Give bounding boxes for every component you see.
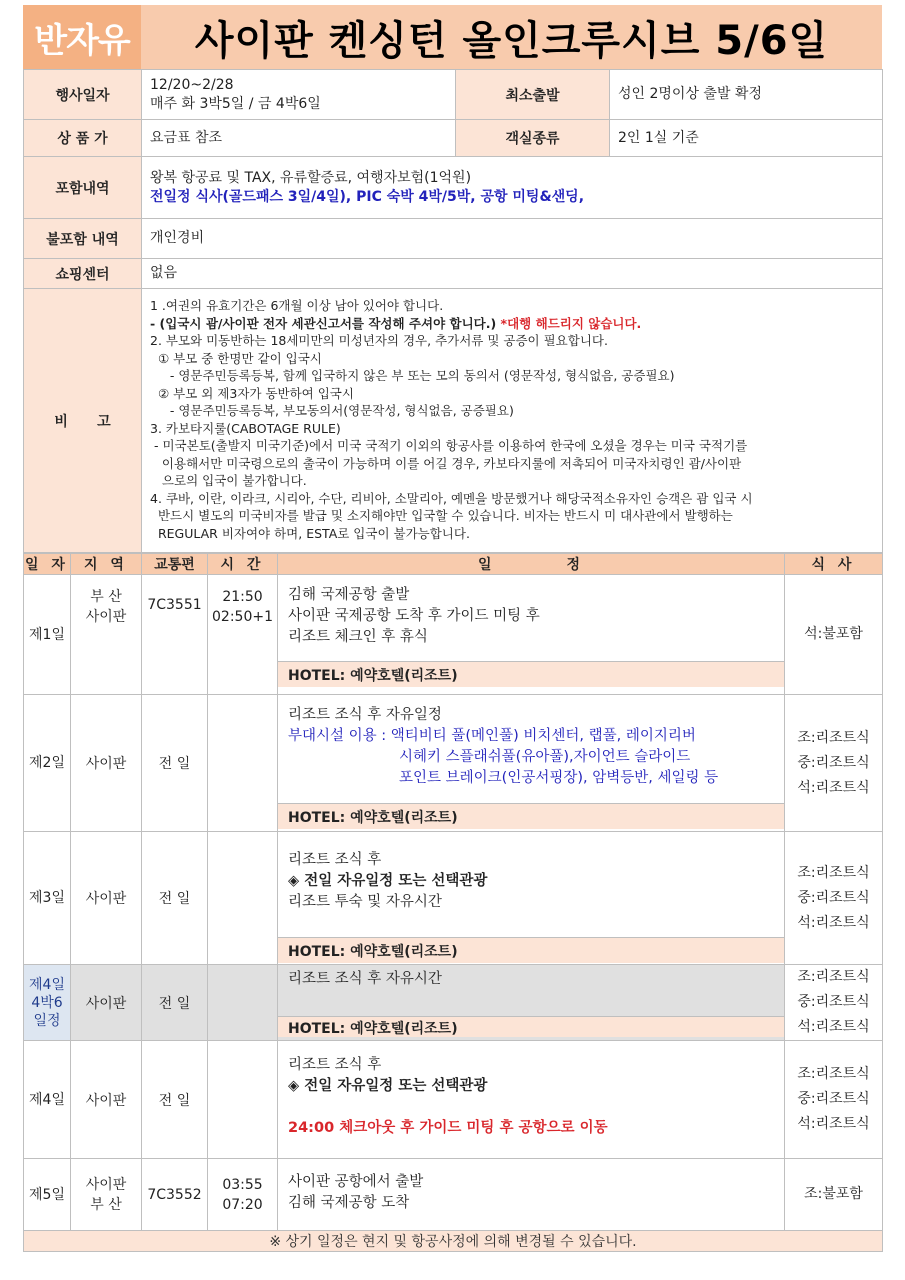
hotel-line: HOTEL: 예약호텔(리조트): [278, 661, 784, 687]
table-row: [24, 1159, 883, 1231]
region-cell: 사이판: [71, 695, 142, 832]
col-meal: 식 사: [785, 554, 883, 575]
col-day: 일 자: [24, 554, 71, 575]
region-cell: 사이판 부 산: [71, 1159, 142, 1231]
transport-cell: 전 일: [142, 1041, 208, 1159]
col-region: 지 역: [71, 554, 142, 575]
included-label: 포함내역: [24, 157, 142, 219]
period-label: 행사일자: [24, 70, 142, 120]
period-value: 12/20~2/28 매주 화 3박5일 / 금 4박6일: [142, 70, 456, 120]
plan-cell: 리조트 조식 후 자유일정 부대시설 이용 : 액티비티 풀(메인풀) 비치센터, 랩풀, 레이지리버 시헤키 스플래쉬풀(유아풀),자이언트 슬라이드 포인트 브레이크(인공서핑장), 암벽등반, 세일링 등 HOTEL: 예약호텔(리조트): [278, 695, 785, 832]
price-value: 요금표 참조: [142, 120, 456, 157]
plan-cell: 리조트 조식 후 ◈ 전일 자유일정 또는 선택관광 24:00 체크아웃 후 가이드 미팅 후 공항으로 이동: [278, 1041, 785, 1159]
region-cell: 사이판: [71, 965, 142, 1041]
meal-cell: 조:리조트식 중:리조트식 석:리조트식: [785, 1041, 883, 1159]
time-cell: [208, 695, 278, 832]
plan-cell: 리조트 조식 후 자유시간 HOTEL: 예약호텔(리조트): [278, 965, 785, 1041]
info-table: [23, 69, 883, 553]
room-type-label: 객실종류: [456, 120, 610, 157]
notes-customs-line: - (입국시 괌/사이판 전자 세관신고서를 작성해 주셔야 합니다.) *대행 해드리지 않습니다.: [150, 315, 642, 331]
footer-notice: ※ 상기 일정은 현지 및 항공사정에 의해 변경될 수 있습니다.: [24, 1231, 883, 1252]
itinerary-page: [23, 5, 882, 1252]
meal-cell: 조:리조트식 중:리조트식 석:리조트식: [785, 832, 883, 965]
time-cell: 21:50 02:50+1: [208, 575, 278, 695]
time-cell: [208, 1041, 278, 1159]
hotel-line: HOTEL: 예약호텔(리조트): [278, 803, 784, 829]
transport-cell: 전 일: [142, 695, 208, 832]
min-departure-value: 성인 2명이상 출발 확정: [610, 70, 883, 120]
day-cell: 제4일 4박6 일정: [24, 965, 71, 1041]
region-cell: 사이판: [71, 832, 142, 965]
hotel-line: HOTEL: 예약호텔(리조트): [278, 937, 784, 963]
min-departure-label: 최소출발: [456, 70, 610, 120]
plan-cell: 김해 국제공항 출발 사이판 국제공항 도착 후 가이드 미팅 후 리조트 체크인 후 휴식 HOTEL: 예약호텔(리조트): [278, 575, 785, 695]
price-label: 상 품 가: [24, 120, 142, 157]
col-transport: 교통편: [142, 554, 208, 575]
table-row: [24, 832, 883, 965]
notes-content: 1 .여권의 유효기간은 6개월 이상 남아 있어야 합니다. - (입국시 괌/사이판 전자 세관신고서를 작성해 주셔야 합니다.) *대행 해드리지 않습니다. 2. 부모와 미동반하는 18세미만의 미성년자의 경우, 추가서류 및 공증이 필요합니다. ① 부모 중 한명만 같이 입국시 - 영문주민등록등복, 함께 입국하지 않은 부 또는 모의 동의서 (영문작성, 형식없음, 공증필요) ② 부모 외 제3자가 동반하여 입국시 - 영문주민등록등복, 부모동의서(영문작성, 형식없음, 공증필요) 3. 카보타지룰(CABOTAGE RULE) - 미국본토(출발지 미국기준)에서 미국 국적기 이외의 항공사를 이용하여 한국에 오셨을 경우는 미국 국적기를 이용해서만 미국령으로의 출국이 가능하며 이를 어길 경우, 카보타지룰에 저촉되어 미국자치령인 괌/사이판 으로의 입국이 불가합니다. 4. 쿠바, 이란, 이라크, 시리아, 수단, 리비아, 소말리아, 예멘을 방문했거나 해당국적소유자인 승객은 괌 입국 시 반드시 별도의 미국비자를 발급 및 소지해야만 입국할 수 있습니다. 비자는 반드시 미 대사관에서 발행하는 REGULAR 비자여야 하며, ESTA로 입국이 불가능합니다.: [142, 289, 883, 553]
time-cell: [208, 832, 278, 965]
room-type-value: 2인 1실 기준: [610, 120, 883, 157]
time-cell: [208, 965, 278, 1041]
hotel-line: HOTEL: 예약호텔(리조트): [278, 1016, 784, 1037]
day-cell: 제4일: [24, 1041, 71, 1159]
excluded-label: 불포함 내역: [24, 219, 142, 259]
shopping-value: 없음: [142, 259, 883, 289]
transport-cell: 전 일: [142, 832, 208, 965]
schedule-header-row: [24, 554, 883, 575]
brand-label: 반자유: [23, 5, 141, 69]
table-row: [24, 965, 883, 1041]
excluded-value: 개인경비: [142, 219, 883, 259]
day-cell: 제5일: [24, 1159, 71, 1231]
shopping-label: 쇼핑센터: [24, 259, 142, 289]
table-row: [24, 695, 883, 832]
plan-cell: 사이판 공항에서 출발 김해 국제공항 도착: [278, 1159, 785, 1231]
day-cell: 제2일: [24, 695, 71, 832]
time-cell: 03:55 07:20: [208, 1159, 278, 1231]
flight-cell: 7C3552: [142, 1159, 208, 1231]
table-row: [24, 1041, 883, 1159]
col-plan: 일 정: [278, 554, 785, 575]
region-cell: 부 산 사이판: [71, 575, 142, 695]
day-cell: 제3일: [24, 832, 71, 965]
meal-cell: 석:불포함: [785, 575, 883, 695]
meal-cell: 조:불포함: [785, 1159, 883, 1231]
meal-cell: 조:리조트식 중:리조트식 석:리조트식: [785, 965, 883, 1041]
transport-cell: 전 일: [142, 965, 208, 1041]
table-row: [24, 575, 883, 695]
page-title: 사이판 켄싱턴 올인크루시브 5/6일: [141, 5, 882, 69]
title-banner: [23, 5, 882, 69]
schedule-table: [23, 553, 883, 1252]
plan-cell: 리조트 조식 후 ◈ 전일 자유일정 또는 선택관광 리조트 투숙 및 자유시간 HOTEL: 예약호텔(리조트): [278, 832, 785, 965]
included-value: 왕복 항공료 및 TAX, 유류할증료, 여행자보험(1억원) 전일정 식사(골드패스 3일/4일), PIC 숙박 4박/5박, 공항 미팅&샌딩,: [142, 157, 883, 219]
day-cell: 제1일: [24, 575, 71, 695]
meal-cell: 조:리조트식 중:리조트식 석:리조트식: [785, 695, 883, 832]
col-time: 시 간: [208, 554, 278, 575]
region-cell: 사이판: [71, 1041, 142, 1159]
flight-cell: 7C3551: [142, 575, 208, 695]
notes-label: 비 고: [24, 289, 142, 553]
